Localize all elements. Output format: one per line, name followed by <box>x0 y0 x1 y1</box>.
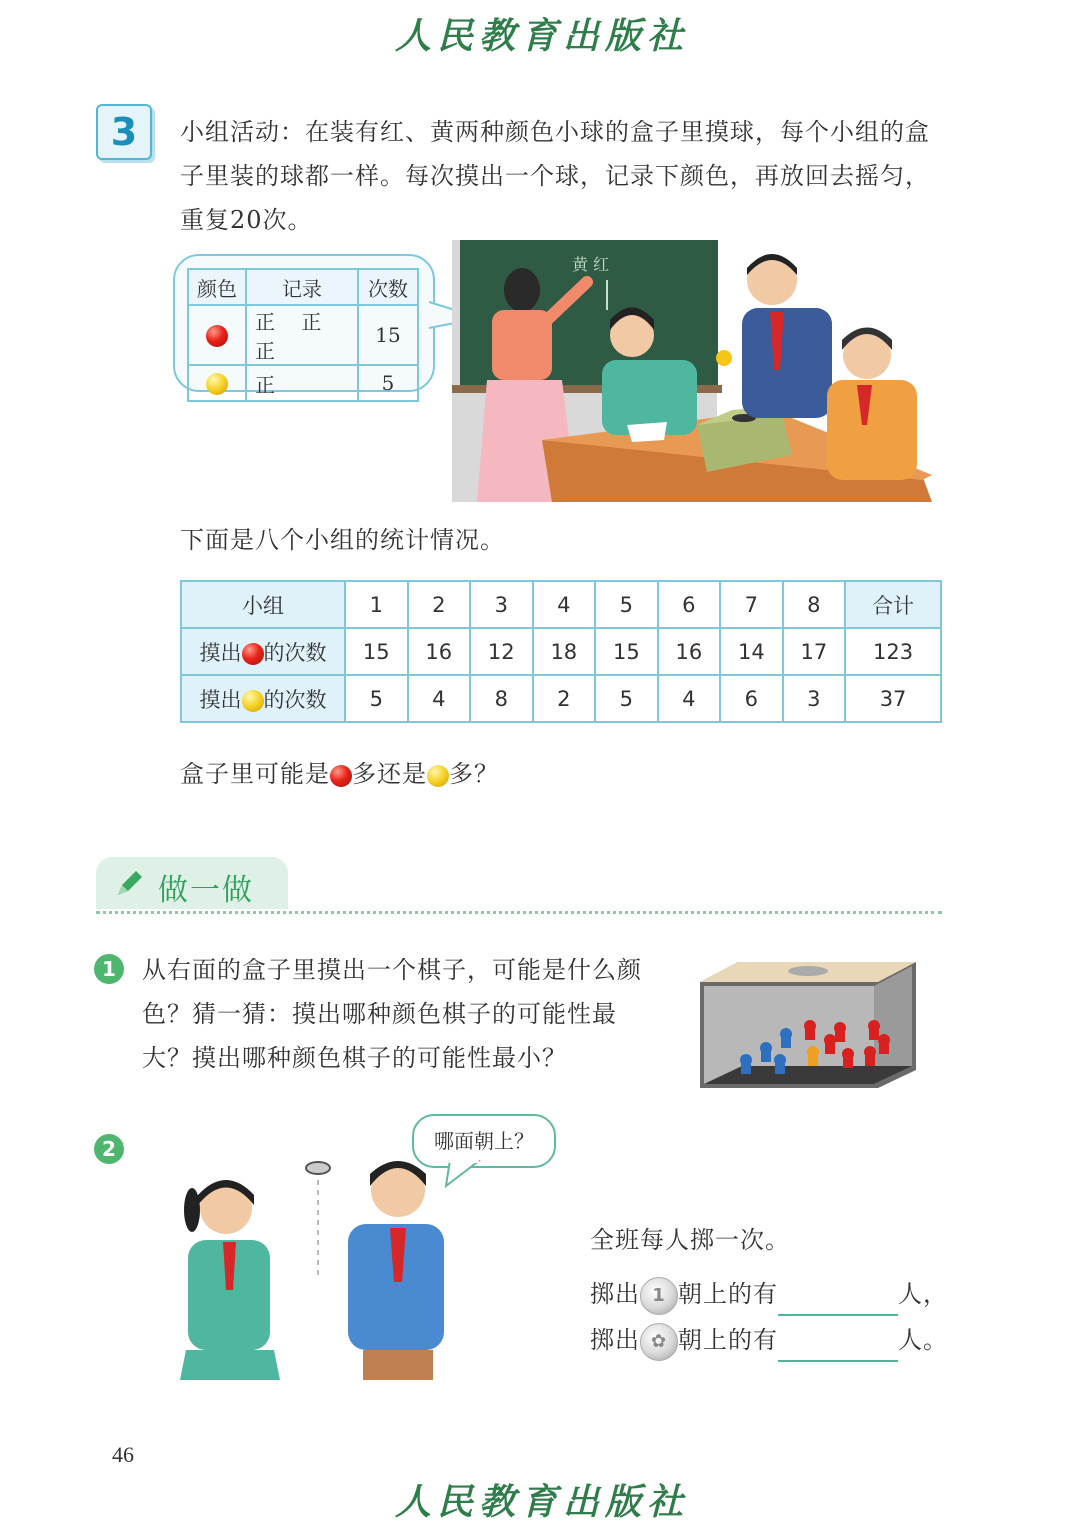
problem3-question <box>180 752 499 796</box>
stats-cell: 2 <box>533 675 596 722</box>
stats-cell: 5 <box>595 675 658 722</box>
stats-cell: 3 <box>783 675 846 722</box>
line2-post: 朝上的有 <box>678 1280 778 1308</box>
stats-cell: 16 <box>408 628 471 675</box>
yellow-ball-icon <box>242 690 264 712</box>
row-label-yellow <box>181 675 345 722</box>
page-number: 46 <box>112 1442 134 1467</box>
record-table <box>187 268 419 402</box>
red-ball-icon <box>330 765 352 787</box>
coin-flower-side-icon: ✿ <box>640 1323 678 1361</box>
tally-mark: 正 <box>246 365 358 401</box>
line2-pre: 掷出 <box>590 1280 640 1308</box>
stats-cell: 12 <box>470 628 533 675</box>
record-header-count: 次数 <box>358 269 418 305</box>
record-header-record: 记录 <box>246 269 358 305</box>
classroom-illustration <box>452 240 934 502</box>
practice-tab <box>96 857 288 909</box>
item1-text: 从右面的盒子里摸出一个棋子，可能是什么颜色？猜一猜：摸出哪种颜色棋子的可能性最大？摸出哪种颜色棋子的可能性最小？ <box>142 956 642 1072</box>
question-mid: 多还是 <box>352 760 427 788</box>
stats-cell: 17 <box>783 628 846 675</box>
stats-cell: 5 <box>345 675 408 722</box>
item2-line1: 全班每人掷一次。 <box>590 1226 790 1254</box>
stats-cell: 18 <box>533 628 596 675</box>
row-label-pre: 摸出 <box>199 640 242 665</box>
chess-box-illustration <box>698 960 920 1090</box>
board-text: 黄 红 <box>572 255 610 274</box>
stats-cell: 8 <box>470 675 533 722</box>
yellow-ball-icon <box>427 765 449 787</box>
group-header: 4 <box>533 581 596 628</box>
yellow-ball-icon <box>206 373 228 395</box>
group-header: 3 <box>470 581 533 628</box>
red-ball-icon <box>206 325 228 347</box>
stats-cell: 14 <box>720 628 783 675</box>
section-divider <box>96 911 942 914</box>
record-row-red <box>188 305 418 365</box>
record-count: 15 <box>358 305 418 365</box>
coin-number-side-icon: 1 <box>640 1277 678 1315</box>
stats-cell: 16 <box>658 628 721 675</box>
group-header: 7 <box>720 581 783 628</box>
group-header: 8 <box>783 581 846 628</box>
record-row-yellow <box>188 365 418 401</box>
row-label-post: 的次数 <box>263 640 327 665</box>
item2-line2 <box>590 1272 948 1316</box>
answer-blank-1[interactable] <box>778 1286 898 1316</box>
stats-cell: 4 <box>408 675 471 722</box>
stats-cell: 6 <box>720 675 783 722</box>
stats-header-row <box>181 581 941 628</box>
pencil-icon <box>114 869 146 899</box>
line3-end: 人。 <box>898 1326 948 1354</box>
stats-total: 123 <box>845 628 941 675</box>
answer-blank-2[interactable] <box>778 1332 898 1362</box>
line2-end: 人， <box>898 1280 948 1308</box>
stats-cell: 15 <box>595 628 658 675</box>
speech-bubble: 哪面朝上？ <box>412 1114 556 1168</box>
publisher-header: 人民教育出版社 <box>395 15 690 57</box>
line3-post: 朝上的有 <box>678 1326 778 1354</box>
row-label-pre: 摸出 <box>199 687 242 712</box>
tally-mark: 正 正 正 <box>246 305 358 365</box>
problem-number-badge: 3 <box>96 104 152 160</box>
publisher-footer: 人民教育出版社 <box>395 1481 690 1523</box>
question-post: 多？ <box>449 760 499 788</box>
group-header: 2 <box>408 581 471 628</box>
stats-cell: 4 <box>658 675 721 722</box>
stats-intro: 下面是八个小组的统计情况。 <box>180 526 505 554</box>
item2-line3 <box>590 1318 948 1362</box>
line3-pre: 掷出 <box>590 1326 640 1354</box>
coin-toss-illustration <box>168 1150 458 1380</box>
item1-badge: 1 <box>94 954 124 984</box>
stats-row-red <box>181 628 941 675</box>
stats-total: 37 <box>845 675 941 722</box>
item2-badge: 2 <box>94 1134 124 1164</box>
speech-tail <box>440 1160 490 1190</box>
group-header: 5 <box>595 581 658 628</box>
stats-row-yellow <box>181 675 941 722</box>
row-label-post: 的次数 <box>263 687 327 712</box>
total-header: 合计 <box>845 581 941 628</box>
stats-table <box>180 580 942 723</box>
record-count: 5 <box>358 365 418 401</box>
practice-tab-label: 做一做 <box>158 873 254 908</box>
group-header: 1 <box>345 581 408 628</box>
stats-cell: 15 <box>345 628 408 675</box>
red-ball-icon <box>242 643 264 665</box>
group-header: 6 <box>658 581 721 628</box>
stats-header-label: 小组 <box>181 581 345 628</box>
row-label-red <box>181 628 345 675</box>
problem3-text: 小组活动：在装有红、黄两种颜色小球的盒子里摸球，每个小组的盒子里装的球都一样。每次摸出一个球，记录下颜色，再放回去摇匀，重复20次。 <box>180 118 930 234</box>
record-header-color: 颜色 <box>188 269 246 305</box>
question-pre: 盒子里可能是 <box>180 760 330 788</box>
